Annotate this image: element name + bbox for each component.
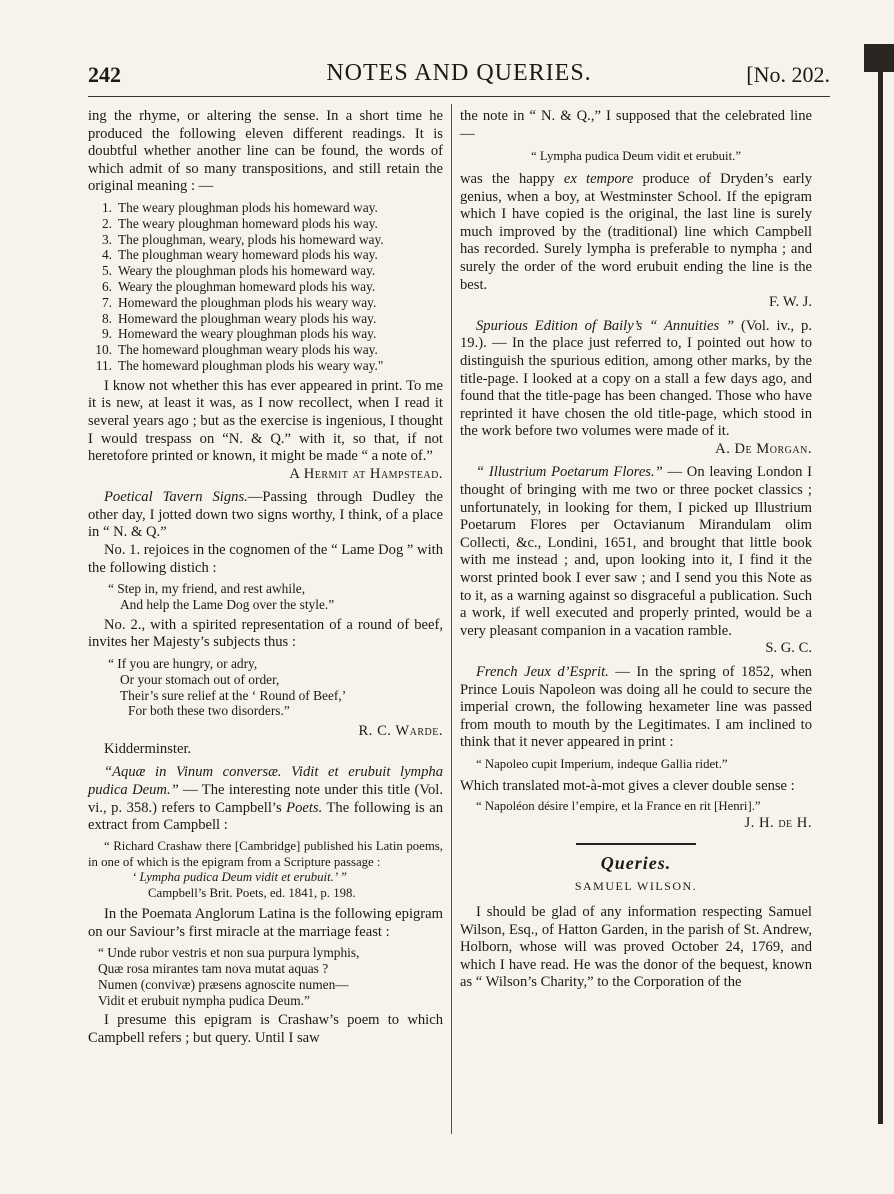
section-title: “ Illustrium Poetarum Flores.” [476,464,663,481]
binding-edge [864,44,894,1124]
signature: S. G. C. [765,640,812,657]
paragraph: Poetical Tavern Signs.—Passing through Dudley the other day, I jotted down two signs worthy, I think, of a place in “ N. & Q.” [88,489,443,541]
list-item: 9. Homeward the weary ploughman plods his way. [101,326,377,342]
paragraph: No. 1. rejoices in the cognomen of the “ Lame Dog ” with the following distich : [88,542,443,576]
quote: “ Lympha pudica Deum vidit et erubuit.” [530,149,742,164]
section-divider [576,843,696,845]
list-item: 2. The weary ploughman homeward plods his way. [101,215,378,231]
section-title: Poetical Tavern Signs. [104,489,248,506]
list-item: 3. The ploughman, weary, plods his homeward way. [101,231,384,247]
section-title: “Aquæ in Vinum conversæ. Vidit et erubuit lympha pudica Deum.” [88,764,443,799]
verse: “ If you are hungry, or adry, Or your stomach out of order, Their’s sure relief at the ‘ Round of Beef,’ For both these two disorders.” [108,656,347,719]
query-subheading: SAMUEL WILSON. [574,879,698,894]
signature: A. De Morgan. [715,440,812,457]
citation: Campbell’s Brit. Poets, ed. 1841, p. 198. [148,886,356,901]
list-item: 1. The weary ploughman plods his homeward way. [101,199,378,215]
list-item: 8. Homeward the ploughman weary plods his way. [101,310,377,326]
paragraph: I know not whether this has ever appeared in print. To me it is new, at least it was, as I now recollect, when I read it several years ago ; but as the exercise is ingenious, I thought I would trespass on “N. & Q.” with it, so that, if not heretofore printed or known, it might be made “ a note of.” [88,377,443,465]
column-divider [451,104,452,1134]
section-title: Spurious Edition of Baily’s “ Annuities ” [476,317,735,334]
readings-list [88,200,443,374]
quote-line: ‘ Lympha pudica Deum vidit et erubuit.’ ” [132,870,348,885]
signature: J. H. de H. [744,815,812,832]
quote: “ Napoléon désire l’empire, et la France en rit [Henri].” [476,799,761,814]
paragraph: the note in “ N. & Q.,” I supposed that the celebrated line — [460,108,812,142]
paragraph: Which translated mot-à-mot gives a clever double sense : [460,777,795,794]
section-title: French Jeux d’Esprit. [476,664,609,681]
paragraph: “ Illustrium Poetarum Flores.” — On leaving London I thought of bringing with me two or three pocket classics ; unfortunately, in looking for them, I picked up Illustrium Poetarum Flores per Octavianum Mirandulam olim Collecti, &c., Londini, 1651, and brought that little book with me instead ; and, upon looking into it, I find it the worst printed book I ever saw ; and I send you this Note as to it, as a warning against so disgraceful a publication. Such a work, if well executed and properly printed, would be a very pleasant companion in a vacation ramble. [460,464,813,639]
list-item: 11. The homeward ploughman plods his weary way." [95,357,384,373]
list-item: 7. Homeward the ploughman plods his weary way. [101,294,377,310]
paragraph: I should be glad of any information respecting Samuel Wilson, Esq., of Hatton Garden, in the parish of St. Andrew, Holborn, whose will was proved October 24, 1769, and which I have read. He was the donor of the bequest, known as “ Wilson’s Charity,” to the Corporation of the [460,903,812,991]
paragraph: Spurious Edition of Baily’s “ Annuities ” (Vol. iv., p. 19.). — In the place just referred to, I pointed out how to distinguish the spurious edition, among other marks, by the title-page. I looked at a copy on a stall a few days ago, and found that the title-page has been changed. Those who have reprinted it have chosen the old title-page, which stood in the work before two volumes were made of it. [460,317,812,440]
place: Kidderminster. [104,740,192,757]
left-column [88,108,443,1048]
paragraph: French Jeux d’Esprit. — In the spring of 1852, when Prince Louis Napoleon was doing all he could to secure the imperial crown, the following hexameter line was passed from mouth to mouth by the Legitimates. I am inclined to think that it never appeared in print : [460,664,812,751]
signature: A Hermit at Hampstead. [289,465,443,482]
issue-number: [No. 202. [746,62,830,87]
list-item: 4. The ploughman weary homeward plods his way. [101,247,378,263]
signature: F. W. J. [768,294,812,311]
header-rule [88,96,830,97]
list-item: 6. Weary the ploughman homeward plods his way. [101,278,376,294]
signature: R. C. Warde. [358,723,443,740]
quote: “ Napoleo cupit Imperium, indeque Gallia ridet.” [476,756,728,771]
page-header [88,58,830,92]
page-number: 242 [88,62,121,87]
paragraph: “Aquæ in Vinum conversæ. Vidit et erubuit lympha pudica Deum.” — The interesting note under this title (Vol. vi., p. 358.) refers to Campbell’s Poets. The following is an extract from Campbell : [88,764,443,834]
queries-heading: Queries. [600,852,672,873]
paragraph: I presume this epigram is Crashaw’s poem to which Campbell refers ; but query. Until I saw [88,1012,443,1046]
paragraph: was the happy ex tempore produce of Dryden’s early genius, when a boy, at Westminster School. If the epigram which I have copied is the original, the last line is surely much improved by the (traditional) line which Campbell has recorded. Surely lympha is preferable to nympha ; and surely the order of the word erubuit ending the line is the best. [460,170,812,293]
paragraph: No. 2., with a spirited representation of a round of beef, invites her Majesty’s subjects thus : [88,616,443,651]
journal-title: NOTES AND QUERIES. [326,60,592,86]
verse: “ Unde rubor vestris et non sua purpura lymphis, Quæ rosa mirantes tam nova mutat aquas ? Numen (convivæ) præsens agnoscite numen— Vidit et erubuit nympha pudica Deum.” [98,945,360,1008]
quote: “ Richard Crashaw there [Cambridge] published his Latin poems, in one of which is the epigram from a Scripture passage : [88,838,443,869]
paragraph: In the Poemata Anglorum Latina is the following epigram on our Saviour’s first miracle at the marriage feast : [88,905,443,940]
paragraph: ing the rhyme, or altering the sense. In a short time he produced the following eleven different readings. It is doubtful whether another line can be found, the words of which admit of so many transpositions, and still retain the original meaning : — [88,108,443,195]
list-item: 5. Weary the ploughman plods his homeward way. [101,263,376,279]
right-column [460,108,812,992]
verse: “ Step in, my friend, and rest awhile, And help the Lame Dog over the style.” [108,581,335,613]
list-item: 10. The homeward ploughman weary plods his way. [95,342,378,358]
